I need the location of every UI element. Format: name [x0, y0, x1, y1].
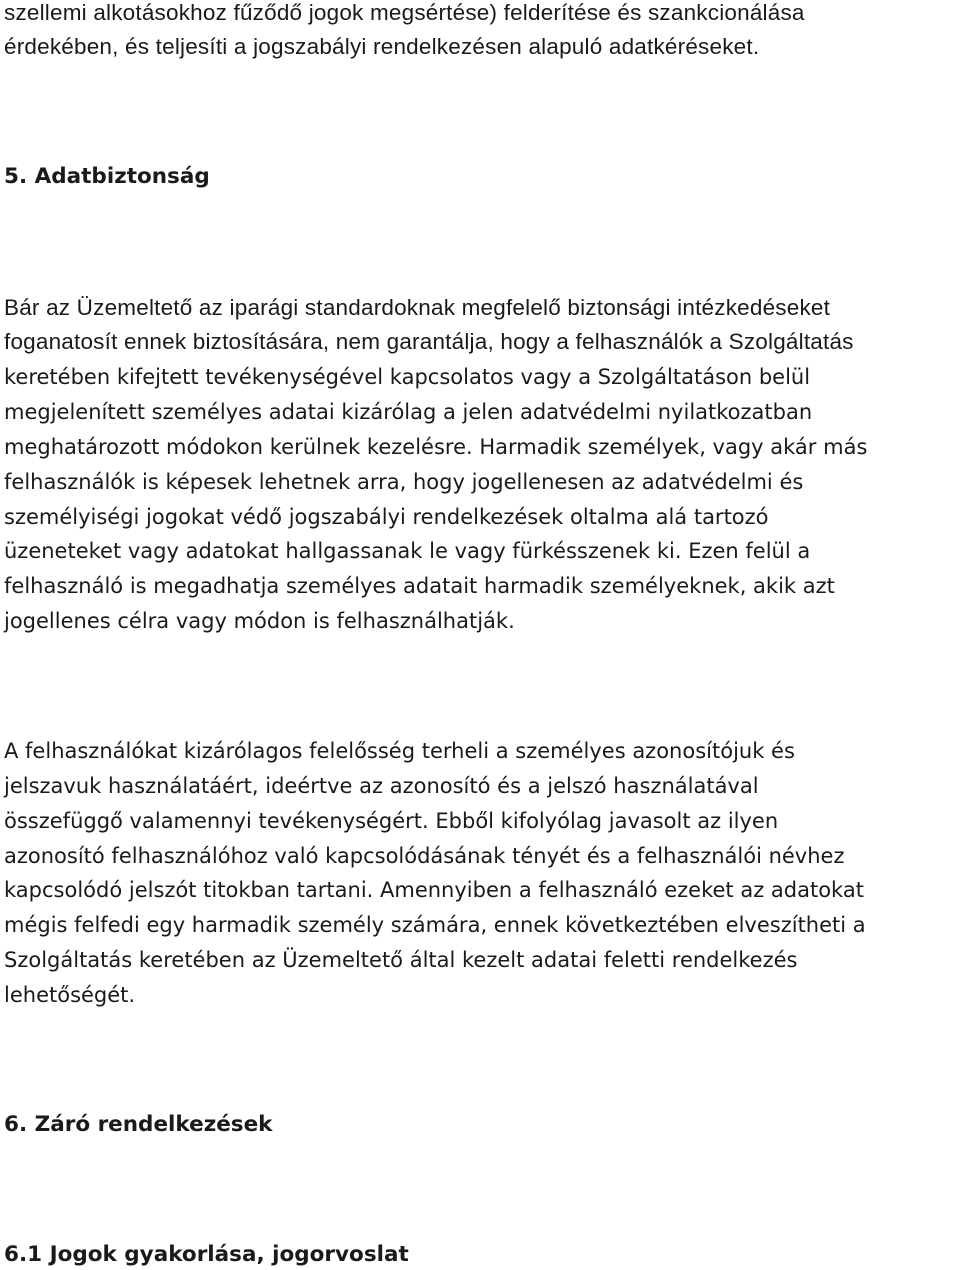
paragraph-1-line-5: meghatározott módokon kerülnek kezelésre. Harmadik személyek, vagy akár más	[4, 435, 868, 459]
paragraph-2-line-3: összefüggő valamennyi tevékenységért. Ebből kifolyólag javasolt az ilyen	[4, 809, 779, 833]
paragraph-1-line-9: felhasználó is megadhatja személyes adatait harmadik személyeknek, akik azt	[4, 574, 835, 598]
paragraph-1-line-6: felhasználók is képesek lehetnek arra, hogy jogellenesen az adatvédelmi és	[4, 470, 804, 494]
paragraph-1-line-8: üzeneteket vagy adatokat hallgassanak le vagy fürkésszenek ki. Ezen felül a	[4, 539, 811, 563]
paragraph-1-line-2: foganatosít ennek biztosítására, nem garantálja, hogy a felhasználók a Szolgáltatás	[4, 329, 854, 354]
section-6-heading: 6. Záró rendelkezések	[4, 1112, 273, 1137]
paragraph-1-line-3: keretében kifejtett tevékenységével kapcsolatos vagy a Szolgáltatáson belül	[4, 365, 811, 389]
intro-line-1: szellemi alkotásokhoz fűződő jogok megsértése) felderítése és szankcionálása	[4, 0, 805, 25]
section-6-1-subheading: 6.1 Jogok gyakorlása, jogorvoslat	[4, 1242, 409, 1267]
paragraph-2-line-8: lehetőségét.	[4, 983, 136, 1007]
section-5-heading: 5. Adatbiztonság	[4, 164, 210, 189]
paragraph-1-line-10: jogellenes célra vagy módon is felhasználhatják.	[4, 609, 515, 633]
paragraph-1-line-1: Bár az Üzemeltető az iparági standardoknak megfelelő biztonsági intézkedéseket	[4, 295, 831, 320]
paragraph-2-line-7: Szolgáltatás keretében az Üzemeltető által kezelt adatai feletti rendelkezés	[4, 948, 798, 972]
paragraph-2-line-4: azonosító felhasználóhoz való kapcsolódásának tényét és a felhasználói névhez	[4, 844, 845, 868]
paragraph-2-line-1: A felhasználókat kizárólagos felelősség terheli a személyes azonosítójuk és	[4, 739, 795, 763]
paragraph-1-line-4: megjelenített személyes adatai kizárólag a jelen adatvédelmi nyilatkozatban	[4, 400, 813, 424]
paragraph-2-line-2: jelszavuk használatáért, ideértve az azonosító és a jelszó használatával	[4, 774, 759, 798]
intro-line-2: érdekében, és teljesíti a jogszabályi rendelkezésen alapuló adatkéréseket.	[4, 34, 760, 59]
paragraph-2-line-5: kapcsolódó jelszót titokban tartani. Amennyiben a felhasználó ezeket az adatokat	[4, 878, 864, 902]
paragraph-1-line-7: személyiségi jogokat védő jogszabályi rendelkezések oltalma alá tartozó	[4, 505, 769, 529]
paragraph-2-line-6: mégis felfedi egy harmadik személy számára, ennek következtében elveszítheti a	[4, 913, 866, 937]
